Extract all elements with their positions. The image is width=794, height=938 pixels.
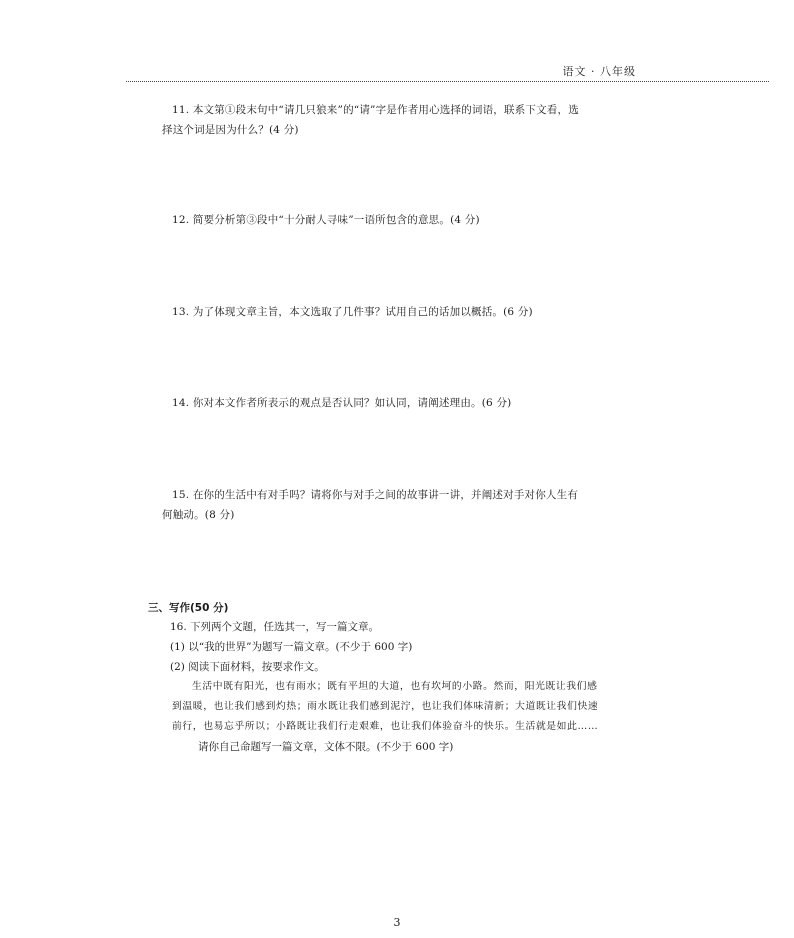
writing-section [170, 617, 640, 757]
question-15 [162, 485, 634, 525]
material-line-1: 生活中既有阳光，也有雨水；既有平坦的大道，也有坎坷的小路。然而，阳光既让我们感 [192, 681, 598, 692]
question-11-line-2: 择这个词是因为什么？(4 分) [162, 124, 299, 136]
header-dotted-rule [126, 81, 769, 82]
question-15-line-1: 15. 在你的生活中有对手吗？请将你与对手之间的故事讲一讲，并阐述对手对你人生有 [172, 489, 579, 501]
question-12 [172, 210, 632, 230]
material-line-2: 到温暖，也让我们感到灼热；雨水既让我们感到泥泞，也让我们体味清新；大道既让我们快速 [172, 701, 599, 712]
header-subject-grade: 语文 · 八年级 [562, 65, 636, 78]
question-13 [172, 302, 632, 322]
question-13-line-1: 13. 为了体现文章主旨，本文选取了几件事？试用自己的话加以概括。(6 分) [172, 306, 533, 318]
option-1: (1) 以“我的世界”为题写一篇文章。(不少于 600 字) [170, 641, 413, 653]
writing-requirement: 请你自己命题写一篇文章，文体不限。(不少于 600 字) [198, 741, 454, 753]
option-2: (2) 阅读下面材料，按要求作文。 [170, 661, 325, 673]
section-title-writing: 三、写作(50 分) [148, 602, 229, 614]
question-15-line-2: 何触动。(8 分) [162, 509, 235, 521]
question-11-line-1: 11. 本文第①段末句中“请几只狼来”的“请”字是作者用心选择的词语，联系下文看，选 [172, 104, 579, 116]
question-16: 16. 下列两个文题，任选其一，写一篇文章。 [170, 621, 380, 633]
material-line-3: 前行，也易忘乎所以；小路既让我们行走艰难，也让我们体验奋斗的快乐。生活就是如此…… [172, 721, 599, 732]
question-14-line-1: 14. 你对本文作者所表示的观点是否认同？如认同，请阐述理由。(6 分) [172, 397, 512, 409]
page-number: 3 [393, 916, 401, 929]
question-12-line-1: 12. 简要分析第③段中“十分耐人寻味”一语所包含的意思。(4 分) [172, 214, 480, 226]
question-11 [162, 100, 634, 140]
question-14 [172, 393, 632, 413]
